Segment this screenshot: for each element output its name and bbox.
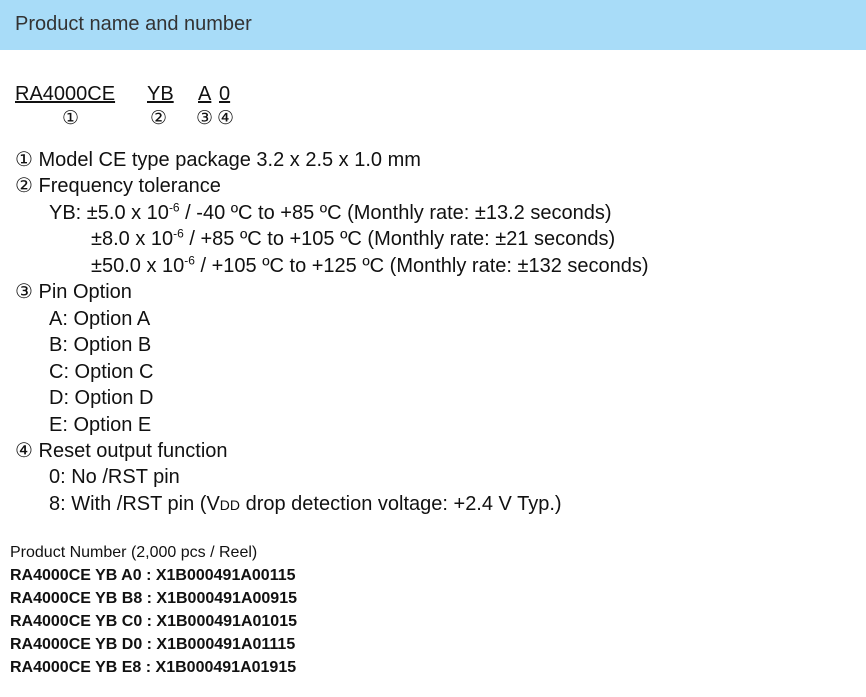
product-number-row: RA4000CE YB D0 : X1B000491A01115 <box>10 636 296 653</box>
tolerance-line-3: ±50.0 x $10^{-6} / +105$ ºC to +125 ºC (Monthly rate: ±132 seconds) <box>91 253 649 277</box>
spec-item-reset <box>15 439 228 463</box>
reset-option-0: 0: No /RST pin <box>49 466 180 488</box>
reset-option-8: 8: With /RST pin (VDD drop detection voltage: +2.4 V Typ.) <box>49 493 562 515</box>
pin-option-b: B: Option B <box>49 334 152 356</box>
product-number-row: RA4000CE YB B8 : X1B000491A00915 <box>10 590 297 607</box>
code-tolerance: YB <box>147 83 174 105</box>
spec-mark-4: ④ <box>15 440 33 462</box>
spec-text-2: Frequency tolerance <box>38 175 221 197</box>
product-number-row: RA4000CE YB A0 : X1B000491A00115 <box>10 567 296 584</box>
code-pin: A <box>198 83 212 105</box>
pin-option-d: D: Option D <box>49 387 154 409</box>
spec-mark-3: ③ <box>15 281 33 303</box>
marker-1: ① <box>62 108 80 129</box>
product-number-row: RA4000CE YB C0 : X1B000491A01015 <box>10 613 297 630</box>
spec-mark-2: ② <box>15 175 33 197</box>
product-number-heading: Product Number (2,000 pcs / Reel) <box>10 544 258 561</box>
pin-option-c: C: Option C <box>49 361 154 383</box>
spec-item-tolerance <box>15 174 221 198</box>
marker-2: ② <box>150 108 168 129</box>
spec-item-pin-option <box>15 280 132 304</box>
tolerance-line-2: ±8.0 x $10^{-6} / +85$ ºC to +105 ºC (Monthly rate: ±21 seconds) <box>91 226 616 250</box>
spec-text-4: Reset output function <box>38 440 228 462</box>
spec-mark-1: ① <box>15 149 33 171</box>
pin-option-e: E: Option E <box>49 414 152 436</box>
code-reset: 0 <box>219 83 231 105</box>
spec-text-1: Model CE type package 3.2 x 2.5 x 1.0 mm <box>38 149 421 171</box>
spec-text-3: Pin Option <box>38 281 132 303</box>
tolerance-line-1: YB: ±5.0 x $10^{-6} / -40$ ºC to +85 ºC (Monthly rate: ±13.2 seconds) <box>49 200 612 224</box>
marker-3: ③ <box>196 108 214 129</box>
pin-option-a: A: Option A <box>49 308 151 330</box>
section-header-bar <box>0 0 866 50</box>
product-number-row: RA4000CE YB E8 : X1B000491A01915 <box>10 659 297 676</box>
code-model: RA4000CE <box>15 83 116 105</box>
spec-item-model <box>15 148 421 172</box>
marker-4: ④ <box>217 108 235 129</box>
section-title: Product name and number <box>15 13 252 35</box>
